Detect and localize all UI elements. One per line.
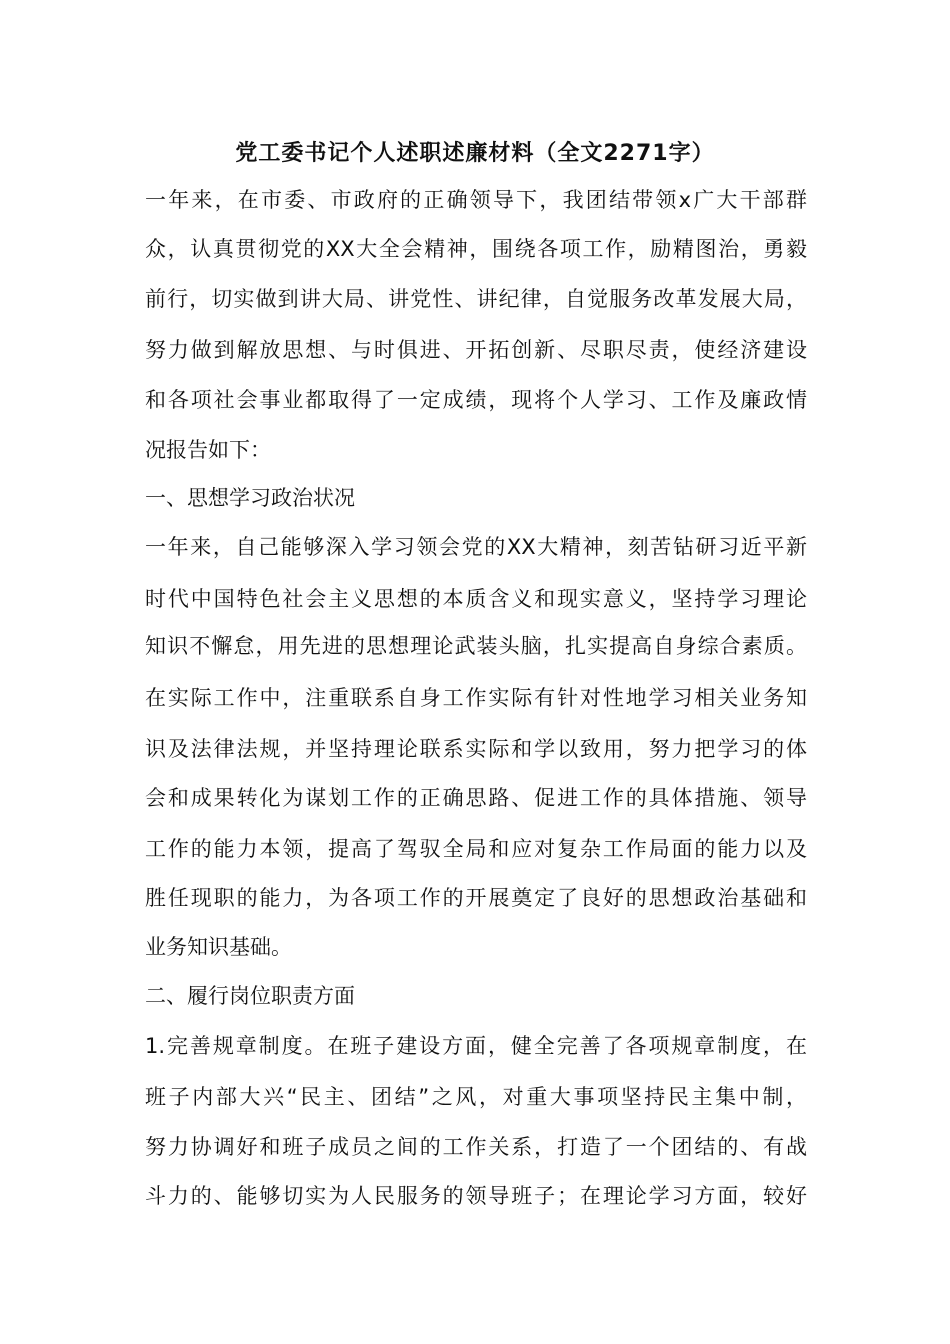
document-title: 党工委书记个人述职述廉材料（全文2271字）	[235, 141, 715, 166]
text-line: 时代中国特色社会主义思想的本质含义和现实意义，坚持学习理论	[145, 587, 807, 611]
section-heading: 一、思想学习政治状况	[145, 486, 355, 510]
text-line: 努力协调好和班子成员之间的工作关系，打造了一个团结的、有战	[145, 1135, 807, 1159]
text-line: 识及法律法规，并坚持理论联系实际和学以致用，努力把学习的体	[145, 737, 807, 761]
text-line: 会和成果转化为谋划工作的正确思路、促进工作的具体措施、领导	[145, 786, 807, 810]
text-line: 众，认真贯彻党的XX大全会精神，围绕各项工作，励精图治，勇毅	[145, 237, 807, 261]
text-line: 1.完善规章制度。在班子建设方面，健全完善了各项规章制度，在	[145, 1034, 807, 1058]
text-line: 业务知识基础。	[145, 935, 292, 959]
text-line: 况报告如下：	[145, 438, 271, 462]
text-line: 工作的能力本领，提高了驾驭全局和应对复杂工作局面的能力以及	[145, 837, 807, 861]
text-line: 前行，切实做到讲大局、讲党性、讲纪律，自觉服务改革发展大局，	[145, 287, 807, 311]
section-heading: 二、履行岗位职责方面	[145, 984, 355, 1008]
text-line: 努力做到解放思想、与时俱进、开拓创新、尽职尽责，使经济建设	[145, 338, 807, 362]
text-line: 一年来，自己能够深入学习领会党的XX大精神，刻苦钻研习近平新	[145, 535, 807, 559]
text-line: 知识不懈怠，用先进的思想理论武装头脑，扎实提高自身综合素质。	[145, 634, 807, 658]
text-line: 胜任现职的能力，为各项工作的开展奠定了良好的思想政治基础和	[145, 886, 807, 910]
text-line: 一年来，在市委、市政府的正确领导下，我团结带领x广大干部群	[145, 188, 807, 212]
text-line: 斗力的、能够切实为人民服务的领导班子；在理论学习方面，较好	[145, 1184, 807, 1208]
text-line: 班子内部大兴“民主、团结”之风，对重大事项坚持民主集中制，	[145, 1085, 807, 1109]
text-line: 和各项社会事业都取得了一定成绩，现将个人学习、工作及廉政情	[145, 388, 807, 412]
text-line: 在实际工作中，注重联系自身工作实际有针对性地学习相关业务知	[145, 686, 807, 710]
